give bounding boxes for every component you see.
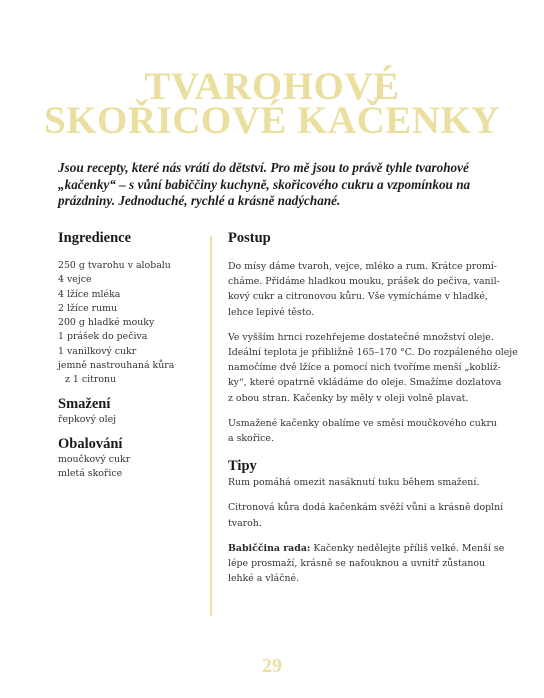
- intro-text: [58, 160, 488, 210]
- text-line: namočíme dvě lžíce a pomocí nich tvoříme menší „koblíž-: [228, 362, 501, 374]
- list-item: 1 vanilkový cukr: [58, 345, 137, 357]
- grandma-tip-label: Babiččina rada:: [228, 542, 311, 554]
- list-item: jemně nastrouhaná kůra: [58, 360, 175, 372]
- list-item: 2 lžíce rumu: [58, 302, 118, 314]
- coating-heading: Obalování: [58, 435, 123, 452]
- list-item: 4 lžíce mléka: [58, 288, 121, 300]
- procedure-paragraph: [228, 330, 518, 406]
- text-line: lépe prosmaží, krásně se nafouknou a uvnitř zůstanou: [228, 558, 486, 570]
- text-line: Ve vyšším hrnci rozehřejeme dostatečné množství oleje.: [228, 331, 494, 343]
- column-divider: [210, 236, 212, 616]
- ingredients-heading: Ingredience: [58, 230, 132, 246]
- text-line: Do mísy dáme tvaroh, vejce, mléko a rum. Krátce promí-: [228, 261, 497, 272]
- title-line-1: TVAROHOVÉ: [144, 65, 400, 108]
- procedure-paragraph: [228, 259, 500, 320]
- grandma-tip-text: Kačenky nedělejte příliš velké. Menší se: [310, 542, 505, 554]
- text-line: tvaroh.: [228, 517, 262, 529]
- ingredients-list: [58, 259, 198, 388]
- procedure-column: [228, 230, 518, 586]
- frying-heading: Smažení: [58, 395, 111, 412]
- tips-heading: Tipy: [228, 458, 257, 475]
- procedure-heading: Postup: [228, 230, 271, 246]
- intro-line: Jsou recepty, které nás vrátí do dětství. Pro mě jsou to právě tyhle tvarohové: [58, 160, 469, 175]
- text-line: [228, 541, 505, 556]
- procedure-paragraph: [228, 416, 497, 446]
- intro-line: prázdniny. Jednoduché, rychlé a krásně nadýchané.: [58, 193, 341, 208]
- text-line: kový cukr a citronovou kůru. Vše vymícháme v hladké,: [228, 291, 488, 303]
- coating-list: [58, 453, 198, 482]
- text-line: z obou stran. Kačenky by měly v oleji volně plavat.: [228, 392, 469, 404]
- list-item: z 1 citronu: [65, 374, 117, 386]
- grandma-tip: [228, 541, 505, 587]
- intro-line: „kačenky“ – s vůní babiččiny kuchyně, skořicového cukru a vzpomínkou na: [58, 176, 471, 192]
- text-line: a skořice.: [228, 433, 274, 445]
- text-line: ky“, které opatrně vkládáme do oleje. Smažíme dozlatova: [228, 377, 502, 389]
- text-line: lehké a vláčné.: [228, 573, 300, 585]
- ingredients-column: [58, 230, 198, 482]
- frying-list: [58, 413, 198, 427]
- title-line-2: SKOŘICOVÉ KAČENKY: [44, 99, 500, 142]
- tip-paragraph: [228, 500, 504, 530]
- page-number: 29: [262, 655, 282, 677]
- tip-paragraph: [228, 475, 490, 490]
- text-line: Ideální teplota je přibližně 165–170 °C. Do rozpáleného oleje: [228, 347, 518, 359]
- list-item: moučkový cukr: [58, 453, 131, 465]
- text-line: Rum pomáhá omezit nasáknutí tuku během smažení.: [228, 477, 480, 489]
- list-item: 4 vejce: [58, 274, 92, 286]
- text-line: lehce lepivé těsto.: [228, 306, 315, 318]
- text-line: cháme. Přidáme hladkou mouku, prášek do pečiva, vanil-: [228, 276, 500, 288]
- text-line: Citronová kůra dodá kačenkám svěží vůni a krásně doplní: [228, 502, 504, 514]
- list-item: řepkový olej: [58, 413, 117, 425]
- list-item: mletá skořice: [58, 468, 123, 480]
- list-item: 250 g tvarohu v alobalu: [58, 260, 171, 271]
- text-line: Usmažené kačenky obalíme ve směsi moučkového cukru: [228, 417, 497, 429]
- list-item: 1 prášek do pečiva: [58, 331, 148, 343]
- list-item: 200 g hladké mouky: [58, 317, 155, 329]
